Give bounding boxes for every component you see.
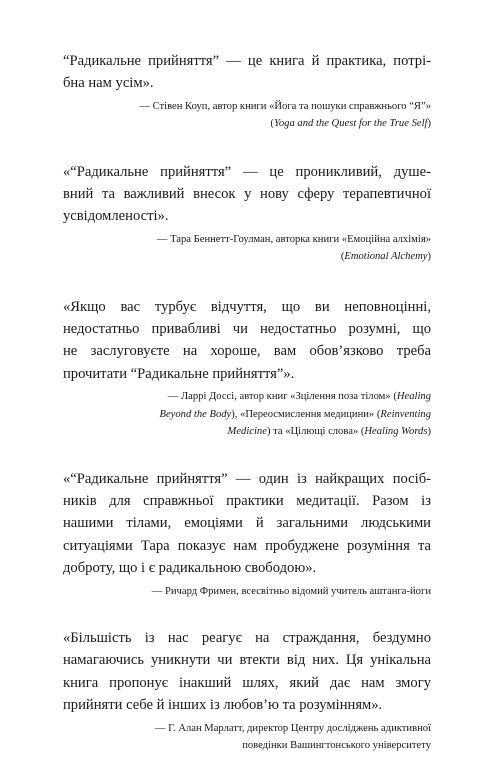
endorsement-tara-bennett-goleman — [63, 161, 431, 266]
quote-line: книга пропонує інакший шлях, який дає нам змогу — [63, 674, 431, 691]
quote-line: ситуаціями Тара показує нам пробуджене розуміння та — [63, 537, 431, 554]
quote-line: доброту, що і є радикальною свободою». — [63, 560, 317, 577]
quote-text — [63, 468, 431, 580]
quote-line: «“Радикальне прийняття” — один із найкращих посіб- — [63, 470, 431, 487]
attribution-line: — Ларрі Доссі, автор книг «Зцілення поза тілом» (Healing — [167, 391, 431, 403]
quote-line: «Якщо вас турбує відчуття, що ви неповноцінні, — [63, 298, 431, 315]
quote-line: прийняти себе й інших із любов’ю та розумінням». — [63, 697, 383, 714]
quote-line: прочитати “Радикальне прийняття”». — [63, 365, 295, 382]
attribution-line: — Г. Алан Марлатт, директор Центру досліджень адиктивної — [154, 722, 431, 734]
attribution-line: Beyond the Body), «Переосмислення медицини» (Reinventing — [159, 408, 431, 420]
quote-line: усвідомленості». — [63, 208, 169, 225]
book-title-en: Yoga and the Quest for the True Self — [273, 118, 428, 130]
attribution-line: — Ричард Фримен, всесвітньо відомий учитель аштанга-йоги — [151, 585, 431, 597]
quote-text — [63, 161, 431, 228]
quote-attribution — [63, 388, 431, 440]
quote-line: «“Радикальне прийняття” — це проникливий, душе- — [63, 163, 431, 180]
quote-attribution — [63, 231, 431, 266]
attribution-line: — Стівен Коуп, автор книги «Йога та пошуки справжнього “Я”» — [139, 100, 431, 112]
endorsement-stephen-cope — [63, 50, 431, 133]
quote-text — [63, 50, 431, 95]
endorsement-alan-marlatt — [63, 627, 431, 754]
attribution-line: (Yoga and the Quest for the True Self) — [270, 118, 431, 130]
quote-line: нашими тілами, емоціями й загальними людськими — [63, 515, 431, 532]
quote-line: вний та важливий внесок у нову сферу терапевтичної — [63, 186, 431, 203]
quote-line: «Більшість із нас реагує на страждання, бездумно — [63, 629, 431, 646]
quote-text — [63, 296, 431, 386]
quote-line: не заслуговуєте на хороше, вам обов’язково треба — [63, 343, 431, 360]
endorsement-richard-freeman — [63, 468, 431, 600]
quote-line: бна нам усім». — [63, 75, 154, 92]
attribution-line: — Тара Беннетт-Гоулман, авторка книги «Емоційна алхімія» — [156, 233, 431, 245]
quote-text — [63, 627, 431, 717]
endorsements-page — [63, 50, 431, 754]
quote-attribution — [63, 720, 431, 755]
book-title-en: Emotional Alchemy — [344, 251, 428, 263]
endorsement-larry-dossey — [63, 296, 431, 441]
quote-line: недостатньо привабливі чи недостатньо розумні, що — [63, 321, 431, 338]
quote-line: намагаючись уникнути чи втекти від них. Ця унікальна — [63, 652, 431, 669]
quote-attribution — [63, 98, 431, 133]
attribution-line: поведінки Вашингтонського університету — [242, 739, 431, 751]
attribution-line: (Emotional Alchemy) — [340, 251, 431, 263]
attribution-line: Medicine) та «Цілющі слова» (Healing Words) — [227, 426, 431, 438]
quote-attribution — [63, 583, 431, 600]
quote-line: “Радикальне прийняття” — це книга й практика, потрі- — [63, 53, 431, 69]
quote-line: ників для справжньої практики медитації. Разом із — [63, 492, 431, 509]
